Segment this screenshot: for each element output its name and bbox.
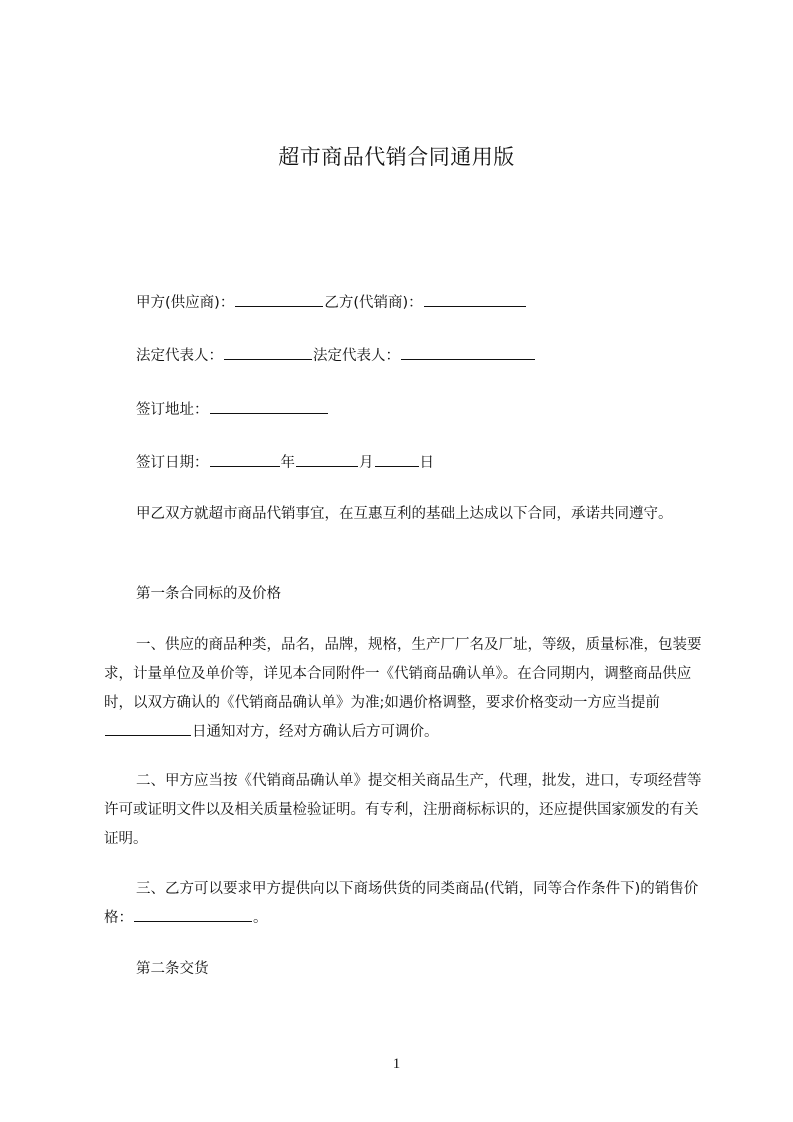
clause-1-text-end: 日通知对方，经对方确认后方可调价。 [192,724,439,740]
clause-3-paragraph [104,875,704,933]
month-blank [296,452,358,467]
article-1-heading: 第一条合同标的及价格 [136,586,281,602]
party-a-blank [235,292,323,307]
document-title: 超市商品代销合同通用版 [278,145,515,169]
address-line [136,399,329,420]
date-label: 签订日期： [136,455,209,471]
clause-1-text: 一、供应的商品种类，品名，品牌，规格，生产厂厂名及厂址，等级，质量标准，包装要求，计量单位及单价等，详见本合同附件一《代销商品确认单》。在合同期内，调整商品供应时，以双方确认的《代销商品确认单》为准;如遇价格调整，要求价格变动一方应当提前 [104,637,702,711]
party-b-blank [424,292,526,307]
address-blank [210,399,328,414]
clause-2-paragraph: 二、甲方应当按《代销商品确认单》提交相关商品生产，代理，批发，进口，专项经营等许可或证明文件以及相关质量检验证明。有专利，注册商标标识的，还应提供国家颁发的有关证明。 [104,773,702,847]
party-b-label: 乙方(代销商)： [324,295,423,311]
clause-1-paragraph [104,631,704,747]
notice-days-blank [105,721,191,736]
party-line [136,292,527,313]
page-number: 1 [392,1056,401,1072]
intro-paragraph: 甲乙双方就超市商品代销事宜，在互惠互利的基础上达成以下合同，承诺共同遵守。 [136,506,673,522]
address-label: 签订地址： [136,402,209,418]
year-blank [210,452,280,467]
rep-b-label: 法定代表人： [313,348,400,364]
article-2-heading: 第二条交货 [136,961,209,977]
rep-a-blank [224,345,312,360]
rep-a-label: 法定代表人： [136,348,223,364]
clause-3-text: 三、乙方可以要求甲方提供向以下商场供货的同类商品(代销，同等合作条件下)的销售价格： [104,881,699,926]
day-text: 日 [419,455,434,471]
date-line [136,452,434,473]
month-text: 月 [359,455,374,471]
clause-3-text-end: 。 [253,910,268,926]
party-a-label: 甲方(供应商)： [136,295,235,311]
rep-b-blank [401,345,535,360]
year-text: 年 [280,455,295,471]
representative-line [136,345,536,366]
day-blank [375,452,419,467]
price-blank [134,907,252,922]
